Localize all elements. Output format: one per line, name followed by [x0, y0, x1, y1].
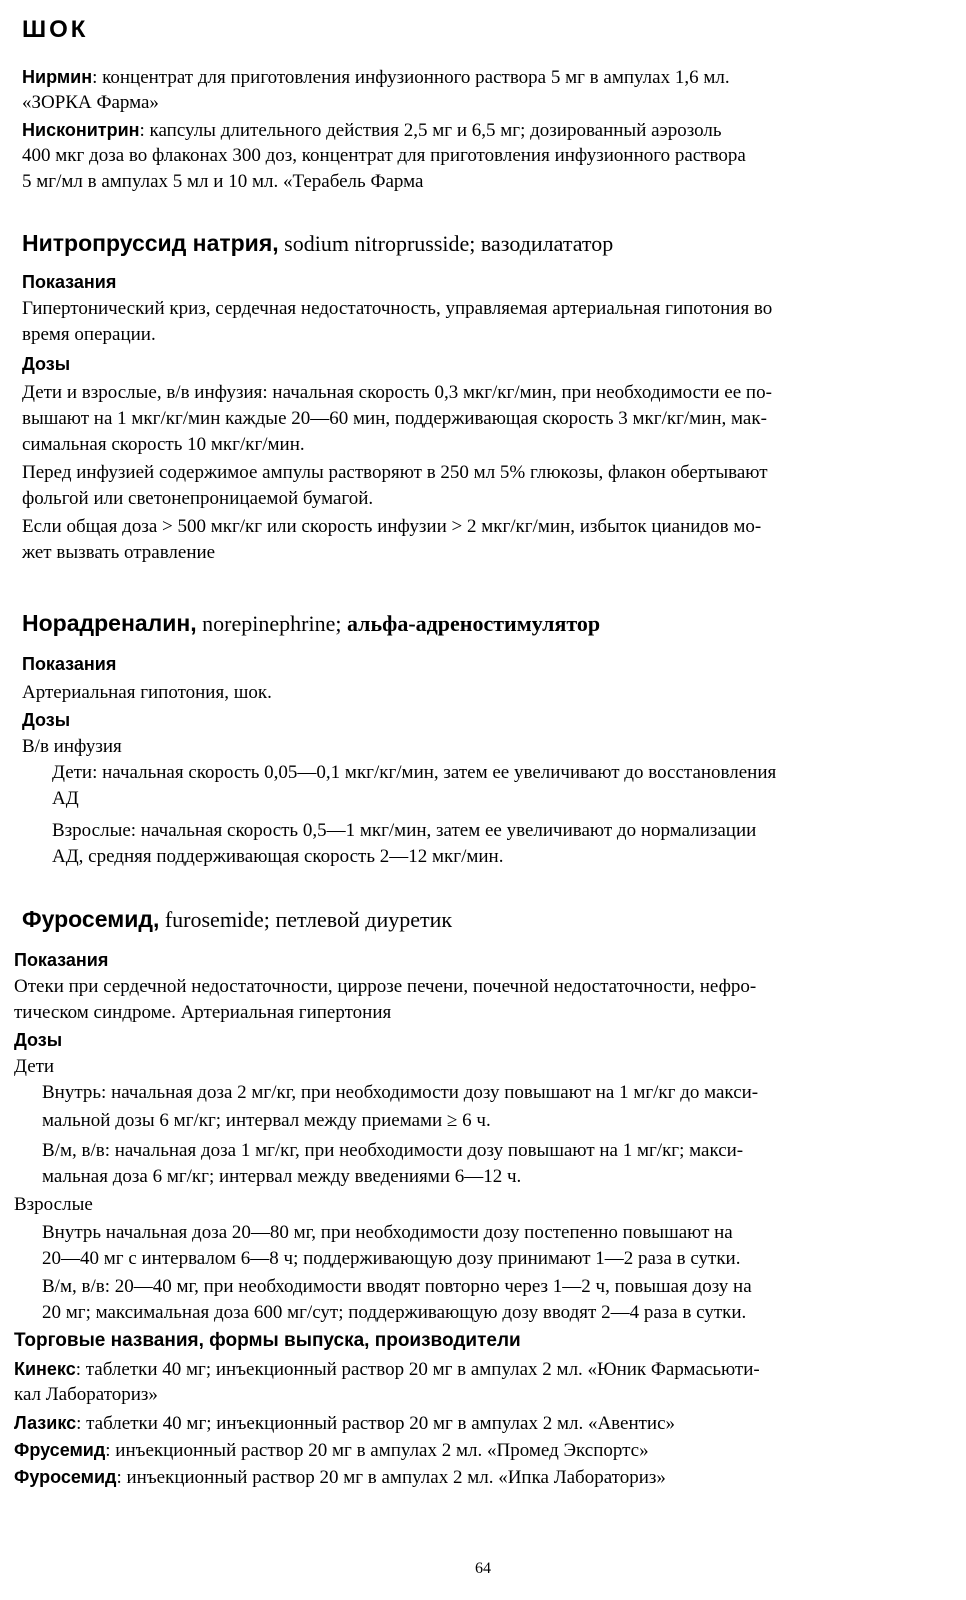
indications-label: Показания [14, 950, 109, 970]
section-title: ШОК [22, 16, 89, 43]
drug-name: Норадреналин, [22, 610, 197, 636]
product-text: : таблетки 40 мг; инъекционный раствор 20 мг в ампулах 2 мл. «Юник Фармасьюти- [75, 1359, 760, 1380]
drug-heading-furosemide [22, 906, 452, 933]
dose-line: В/м, в/в: 20—40 мг, при необходимости вводят повторно через 1—2 ч, повышая дозу на [42, 1276, 752, 1297]
trade-names-heading: Торговые названия, формы выпуска, производители [14, 1330, 521, 1351]
group-label: Взрослые [14, 1194, 93, 1215]
dose-line: 20—40 мг с интервалом 6—8 ч; поддерживающую дозу принимают 1—2 раза в сутки. [42, 1248, 741, 1269]
product-text: : инъекционный раствор 20 мг в ампулах 2 мл. «Промед Экспортс» [105, 1440, 649, 1461]
trade-line [14, 1382, 158, 1408]
dose-line: АД [52, 788, 79, 809]
dose-line: Дети: начальная скорость 0,05—0,1 мкг/кг/мин, затем ее увеличивают до восстановления [52, 762, 777, 783]
dose-line: вышают на 1 мкг/кг/мин каждые 20—60 мин, поддерживающая скорость 3 мкг/кг/мин, мак- [22, 408, 767, 429]
brand-name: Фрусемид [14, 1440, 106, 1460]
product-text: : концентрат для приготовления инфузионного раствора 5 мг в ампулах 1,6 мл. [92, 67, 730, 88]
drug-latin-name: norepinephrine; [196, 611, 342, 636]
brand-name: Кинекс [14, 1359, 76, 1379]
product-text: : инъекционный раствор 20 мг в ампулах 2 мл. «Ипка Лабораториз» [116, 1467, 666, 1488]
drug-class: вазодилататор [475, 231, 614, 256]
product-line [22, 169, 423, 195]
dose-line: жет вызвать отравление [22, 542, 216, 563]
indications-line: Гипертонический криз, сердечная недостаточность, управляемая артериальная гипотония во [22, 298, 773, 319]
dose-line: АД, средняя поддерживающая скорость 2—12 мкг/мин. [52, 846, 504, 867]
dose-line: В/м, в/в: начальная доза 1 мг/кг, при необходимости дозу повышают на 1 мг/кг; макси- [42, 1140, 744, 1161]
brand-name: Лазикс [14, 1413, 77, 1433]
trade-line [14, 1356, 760, 1383]
drug-latin-name: sodium nitroprusside; [278, 231, 476, 256]
brand-name: Фуросемид [14, 1467, 117, 1487]
doses-label: Дозы [22, 354, 71, 374]
indications-label: Показания [22, 654, 117, 674]
dose-line: 20 мг; максимальная доза 600 мг/сут; поддерживающую дозу вводят 2—4 раза в сутки. [42, 1302, 747, 1323]
product-line [22, 117, 722, 144]
drug-class: альфа-адреностимулятор [341, 611, 601, 636]
brand-name: Нисконитрин [22, 120, 140, 140]
drug-name: Фуросемид, [22, 906, 160, 932]
indications-line: Отеки при сердечной недостаточности, циррозе печени, почечной недостаточности, нефро- [14, 976, 757, 997]
group-label: Дети [14, 1056, 55, 1077]
dose-line: мальная доза 6 мг/кг; интервал между введениями 6—12 ч. [42, 1166, 522, 1187]
indications-line: время операции. [22, 324, 156, 345]
drug-class: петлевой диуретик [269, 907, 453, 932]
trade-line [14, 1464, 666, 1491]
dose-line: Дети и взрослые, в/в инфузия: начальная скорость 0,3 мкг/кг/мин, при необходимости ее по- [22, 382, 772, 403]
indications-line: тическом синдроме. Артериальная гипертония [14, 1002, 392, 1023]
drug-name: Нитропруссид натрия, [22, 230, 279, 256]
dose-line: Внутрь начальная доза 20—80 мг, при необходимости дозу постепенно повышают на [42, 1222, 733, 1243]
product-line [22, 143, 746, 169]
trade-line [14, 1410, 675, 1437]
doses-label: Дозы [14, 1030, 63, 1050]
dose-line: симальная скорость 10 мкг/кг/мин. [22, 434, 305, 455]
product-text: «ЗОРКА Фарма» [22, 92, 159, 113]
drug-heading-noradrenaline [22, 610, 600, 637]
dose-line: мальной дозы 6 мг/кг; интервал между приемами ≥ 6 ч. [42, 1110, 491, 1131]
trade-line [14, 1437, 649, 1464]
drug-latin-name: furosemide; [159, 907, 270, 932]
brand-name: Нирмин [22, 67, 93, 87]
indications-label: Показания [22, 272, 117, 292]
product-line [22, 64, 730, 91]
product-text: 400 мкг доза во флаконах 300 доз, концентрат для приготовления инфузионного раствора [22, 145, 746, 166]
doses-label: Дозы [22, 710, 71, 730]
dose-line: Взрослые: начальная скорость 0,5—1 мкг/мин, затем ее увеличивают до нормализации [52, 820, 757, 841]
page-number: 64 [475, 1560, 491, 1577]
dose-line: Перед инфузией содержимое ампулы растворяют в 250 мл 5% глюкозы, флакон обертывают [22, 462, 768, 483]
dose-line: Если общая доза > 500 мкг/кг или скорость инфузии > 2 мкг/кг/мин, избыток цианидов мо- [22, 516, 762, 537]
product-text: : капсулы длительного действия 2,5 мг и 6,5 мг; дозированный аэрозоль [139, 120, 722, 141]
drug-heading-nitroprusside [22, 230, 613, 257]
product-text: : таблетки 40 мг; инъекционный раствор 20 мг в ампулах 2 мл. «Авентис» [76, 1413, 676, 1434]
dose-line: Внутрь: начальная доза 2 мг/кг, при необходимости дозу повышают на 1 мг/кг до макси- [42, 1082, 759, 1103]
product-line [22, 90, 159, 116]
dose-line: фольгой или светонепроницаемой бумагой. [22, 488, 374, 509]
product-text: 5 мг/мл в ампулах 5 мл и 10 мл. «Терабель Фарма [22, 171, 424, 192]
indications-line: Артериальная гипотония, шок. [22, 682, 272, 703]
product-text: кал Лабораториз» [14, 1384, 158, 1405]
route-label: В/в инфузия [22, 736, 122, 757]
